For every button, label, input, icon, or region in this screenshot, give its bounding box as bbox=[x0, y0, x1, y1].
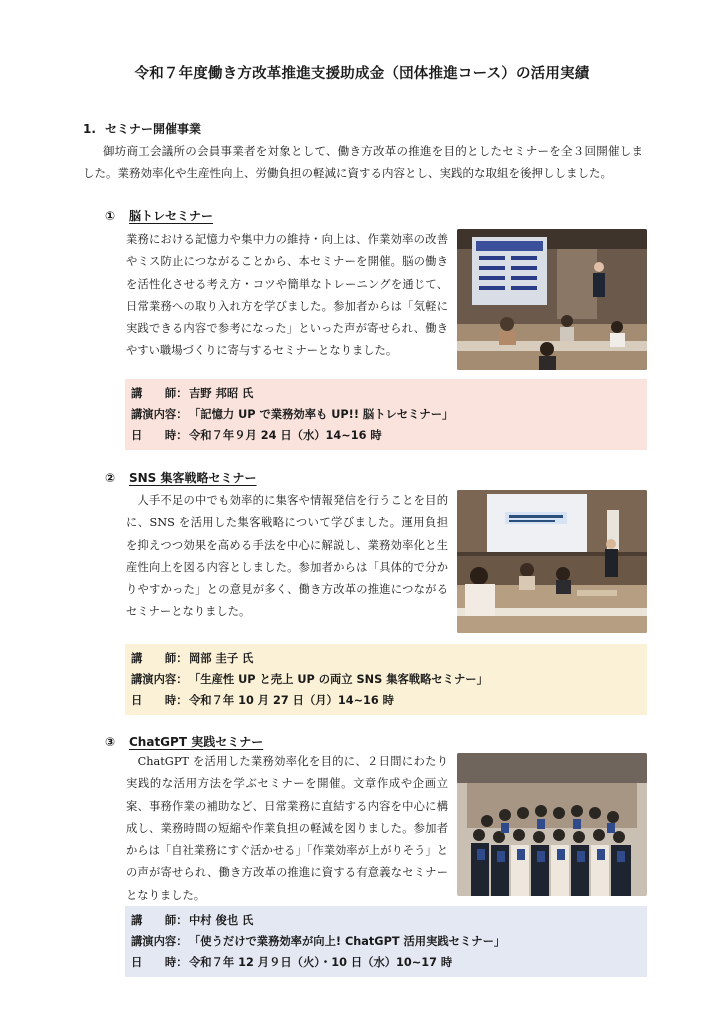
seminar-3-info bbox=[125, 906, 647, 977]
seminar-1-name: 脳トレセミナー bbox=[129, 209, 214, 223]
seminar-2-number: ② bbox=[105, 471, 116, 485]
seminar-1-lecturer-row bbox=[131, 383, 641, 404]
seminar-1-topic: 「記憶力 UP で業務効率も UP!! 脳トレセミナー」 bbox=[189, 408, 454, 421]
seminar-3-date-label: 日 時： bbox=[131, 956, 188, 969]
section-number: 1. bbox=[83, 122, 96, 136]
seminar-1-number: ① bbox=[105, 209, 116, 223]
section-intro: 御坊商工会議所の会員事業者を対象として、働き方改革の推進を目的としたセミナーを全３回開催しました。業務効率化や生産性向上、労働負担の軽減に資する内容とし、実践的な取組を後押ししました。 bbox=[83, 144, 643, 180]
seminar-2-topic: 「生産性 UP と売上 UP の両立 SNS 集客戦略セミナー」 bbox=[189, 673, 488, 686]
seminar-1-info bbox=[125, 379, 647, 450]
seminar-1-topic-row bbox=[131, 404, 641, 425]
seminar-2-topic-row bbox=[131, 669, 641, 690]
seminar-1-body: 業務における記憶力や集中力の維持・向上は、作業効率の改善やミス防止につながることから、本セミナーを開催。脳の働きを活性化させる考え方・コツや簡単なトレーニングを通じて、日常業務への取り入れ方を学びました。参加者からは「気軽に実践できる内容で参考になった」といった声が寄せられ、働きやすい職場づくりに寄与するセミナーとなりました。 bbox=[126, 233, 448, 358]
seminar-2-date-label: 日 時： bbox=[131, 694, 188, 707]
seminar-1-photo-image bbox=[457, 229, 647, 370]
seminar-3-photo bbox=[457, 753, 647, 896]
seminar-3-lecturer-label: 講 師： bbox=[131, 914, 188, 927]
seminar-1-topic-label: 講演内容： bbox=[131, 408, 188, 421]
seminar-2-lecturer-row bbox=[131, 648, 641, 669]
seminar-1-photo bbox=[457, 229, 647, 370]
section-heading-text: セミナー開催事業 bbox=[105, 122, 202, 136]
seminar-2-topic-label: 講演内容： bbox=[131, 673, 188, 686]
seminar-2-lecturer-label: 講 師： bbox=[131, 652, 188, 665]
page-title: 令和７年度働き方改革推進支援助成金（団体推進コース）の活用実績 bbox=[134, 66, 590, 82]
seminar-2-info bbox=[125, 644, 647, 715]
seminar-1-date: 令和７年９月 24 日（水）14~16 時 bbox=[189, 429, 382, 442]
seminar-2-date: 令和７年 10 月 27 日（月）14~16 時 bbox=[189, 694, 394, 707]
seminar-3-lecturer: 中村 俊也 氏 bbox=[189, 914, 254, 927]
seminar-3-topic-label: 講演内容： bbox=[131, 935, 188, 948]
section-heading bbox=[83, 120, 201, 137]
seminar-3-heading bbox=[105, 733, 263, 750]
seminar-2-lecturer: 岡部 圭子 氏 bbox=[189, 652, 254, 665]
seminar-2-date-row bbox=[131, 690, 641, 711]
seminar-2-body: 人手不足の中でも効率的に集客や情報発信を行うことを目的に、SNS を活用した集客戦略について学びました。運用負担を抑えつつ効果を高める手法を中心に解説し、業務効率化と生産性向上を図る内容としました。参加者からは「具体的で分かりやすかった」との意見が多く、働き方改革の推進につながるセミナーとなりました。 bbox=[126, 494, 448, 619]
seminar-3-date: 令和７年 12 月９日（火）・10 日（水）10~17 時 bbox=[189, 956, 453, 969]
seminar-3-body: ChatGPT を活用した業務効率化を目的に、２日間にわたり実践的な活用方法を学ぶセミナーを開催。文章作成や企画立案、事務作業の補助など、日常業務に直結する内容を中心に構成し、業務時間の短縮や作業負担の軽減を図りました。参加者からは「自社業務にすぐ活かせる」「作業効率が上がりそう」との声が寄せられ、働き方改革の推進に資する有意義なセミナーとなりました。 bbox=[126, 755, 448, 902]
seminar-2-photo bbox=[457, 490, 647, 633]
seminar-2-heading bbox=[105, 469, 257, 486]
seminar-3-number: ③ bbox=[105, 735, 116, 749]
seminar-1-lecturer-label: 講 師： bbox=[131, 387, 188, 400]
seminar-3-topic: 「使うだけで業務効率が向上! ChatGPT 活用実践セミナー」 bbox=[189, 935, 506, 948]
seminar-1-lecturer: 吉野 邦昭 氏 bbox=[189, 387, 254, 400]
seminar-3-date-row bbox=[131, 952, 641, 973]
seminar-1-date-label: 日 時： bbox=[131, 429, 188, 442]
seminar-1-date-row bbox=[131, 425, 641, 446]
seminar-3-name: ChatGPT 実践セミナー bbox=[129, 735, 264, 749]
seminar-3-topic-row bbox=[131, 931, 641, 952]
seminar-1-heading bbox=[105, 207, 213, 224]
seminar-2-photo-image bbox=[457, 490, 647, 633]
seminar-2-name: SNS 集客戦略セミナー bbox=[129, 471, 257, 485]
seminar-3-photo-image bbox=[457, 753, 647, 896]
seminar-3-lecturer-row bbox=[131, 910, 641, 931]
